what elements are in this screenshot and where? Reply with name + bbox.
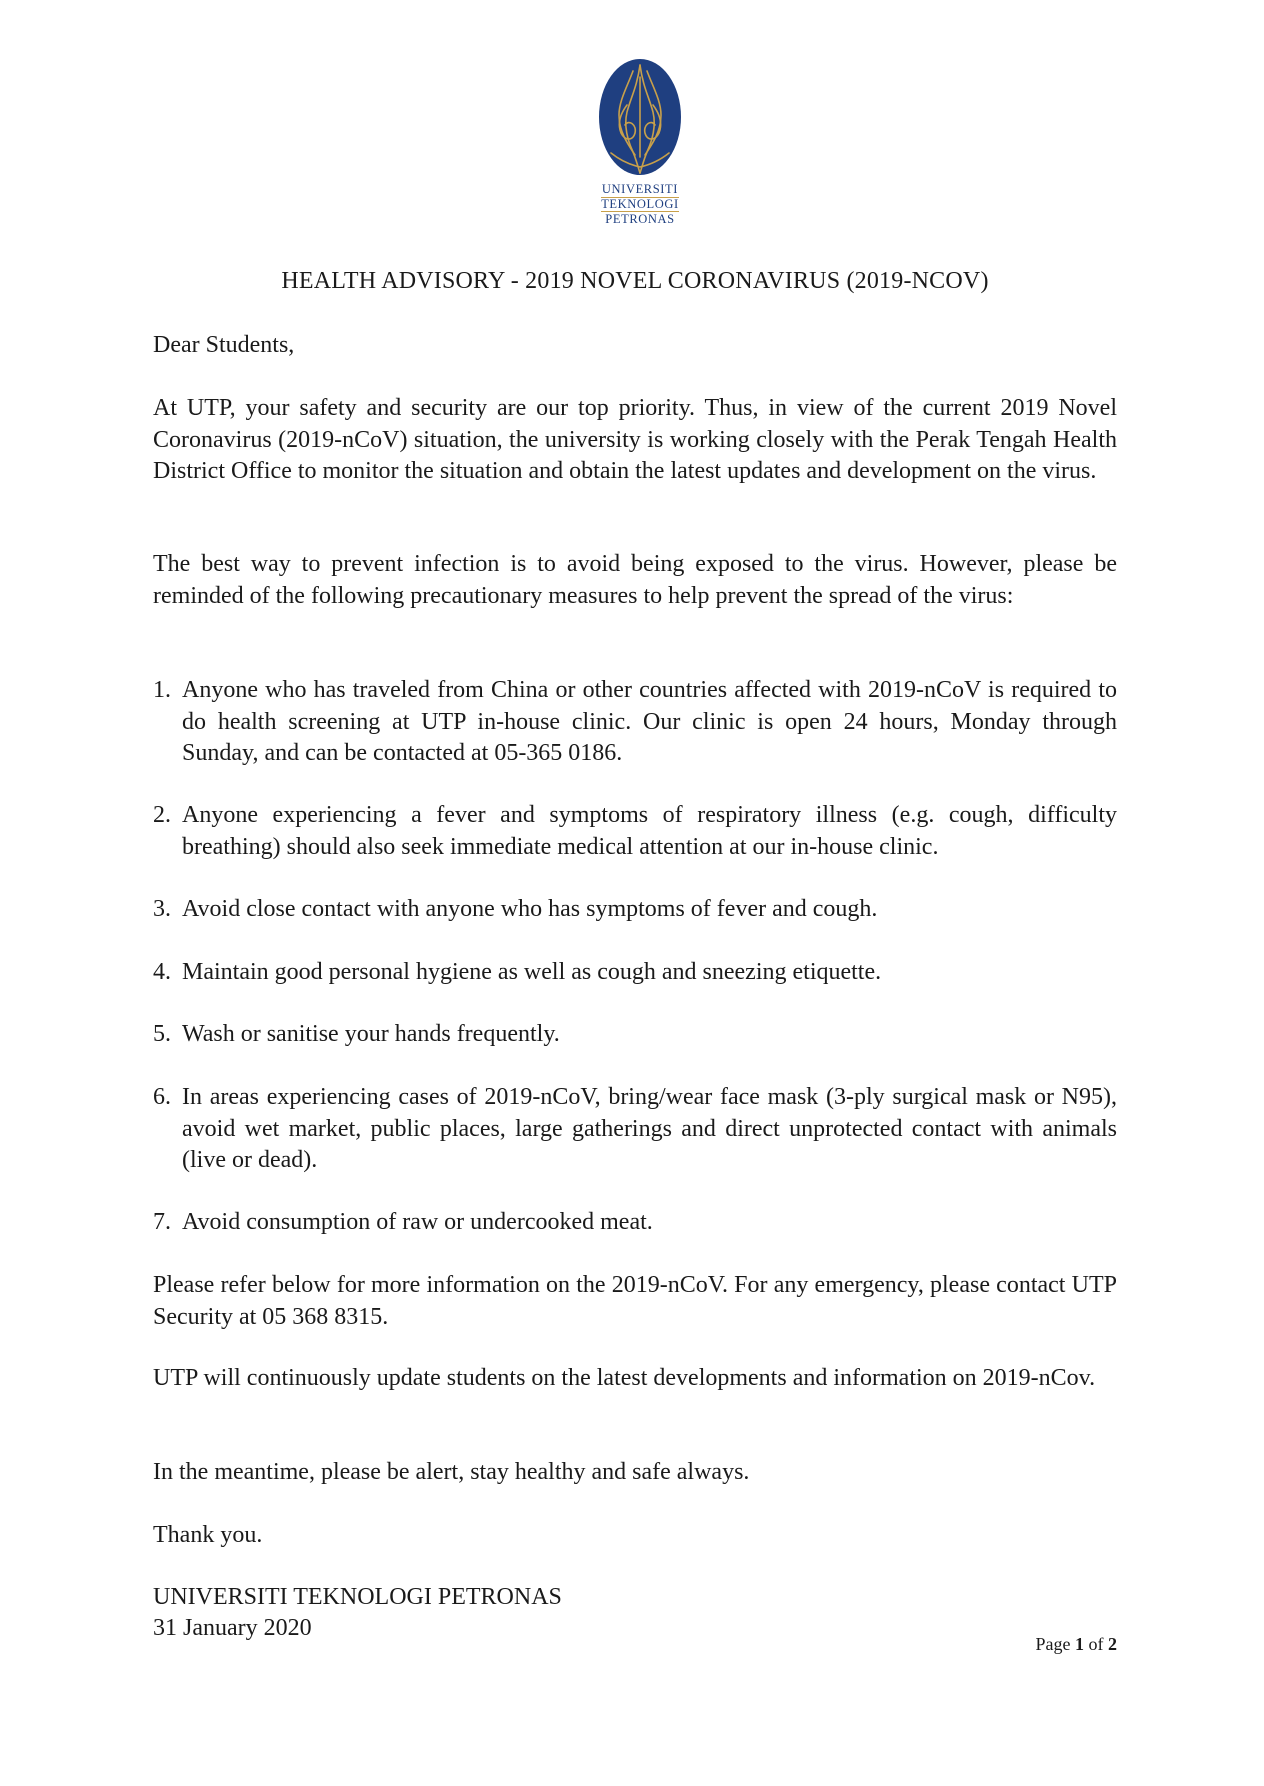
- signature-date: 31 January 2020: [153, 1615, 312, 1641]
- list-item: [153, 1019, 1117, 1051]
- document-title: HEALTH ADVISORY - 2019 NOVEL CORONAVIRUS (2019-NCOV): [281, 268, 989, 294]
- list-item-number: 7.: [153, 1209, 171, 1235]
- logo-line-3: PETRONAS: [605, 211, 675, 226]
- utp-wordmark: [580, 182, 700, 226]
- utp-logo: [580, 57, 700, 237]
- list-item: [153, 800, 1117, 863]
- logo-line-1: UNIVERSITI: [601, 182, 679, 196]
- list-item-text: Wash or sanitise your hands frequently.: [182, 1021, 560, 1047]
- of-word: of: [1088, 1634, 1104, 1654]
- list-item-text: Anyone experiencing a fever and symptoms of respiratory illness (e.g. cough, difficulty breathing) should also seek immediate medical attention at our in-house clinic.: [182, 802, 1117, 860]
- page-number: [1036, 1634, 1118, 1655]
- logo-line-2: TEKNOLOGI: [601, 196, 679, 211]
- list-item-number: 2.: [153, 802, 171, 828]
- list-item: [153, 957, 1117, 989]
- list-item-text: Anyone who has traveled from China or other countries affected with 2019-nCoV is required to do health screening at UTP in-house clinic. Our clinic is open 24 hours, Monday through Sunday, and can be contacted at 05-365 0186.: [182, 677, 1117, 766]
- closing: Thank you.: [153, 1522, 263, 1548]
- list-item-text: Avoid close contact with anyone who has symptoms of fever and cough.: [182, 896, 878, 922]
- salutation: Dear Students,: [153, 332, 295, 358]
- page-total: 2: [1108, 1634, 1117, 1654]
- list-item-text: Maintain good personal hygiene as well as cough and sneezing etiquette.: [182, 959, 882, 985]
- emergency-paragraph: Please refer below for more information on the 2019-nCoV. For any emergency, please contact UTP Security at 05 368 8315.: [153, 1272, 1117, 1330]
- list-item-number: 5.: [153, 1021, 171, 1047]
- list-item: [153, 1207, 1117, 1239]
- closing-remark: In the meantime, please be alert, stay healthy and safe always.: [153, 1459, 750, 1485]
- list-item-number: 3.: [153, 896, 171, 922]
- list-item-number: 4.: [153, 959, 171, 985]
- prevention-paragraph: The best way to prevent infection is to avoid being exposed to the virus. However, please be reminded of the following precautionary measures to help prevent the spread of the virus:: [153, 551, 1117, 609]
- list-item: [153, 894, 1117, 926]
- page-current: 1: [1075, 1634, 1084, 1654]
- intro-paragraph: At UTP, your safety and security are our top priority. Thus, in view of the current 2019 Novel Coronavirus (2019-nCoV) situation, the university is working closely with the Perak Tengah Health District Office to monitor the situation and obtain the latest updates and development on the virus.: [153, 395, 1117, 484]
- list-item-number: 6.: [153, 1084, 171, 1110]
- list-item-text: Avoid consumption of raw or undercooked meat.: [182, 1209, 653, 1235]
- updates-paragraph: UTP will continuously update students on the latest developments and information on 2019-nCov.: [153, 1365, 1096, 1391]
- list-item-text: In areas experiencing cases of 2019-nCoV, bring/wear face mask (3-ply surgical mask or N95), avoid wet market, public places, large gatherings and direct unprotected contact with animals (live or dead).: [182, 1084, 1117, 1173]
- page-word: Page: [1035, 1634, 1071, 1654]
- list-item: [153, 1082, 1117, 1177]
- list-item: [153, 675, 1117, 770]
- utp-emblem-icon: [597, 57, 683, 177]
- signature-org: UNIVERSITI TEKNOLOGI PETRONAS: [153, 1584, 562, 1610]
- list-item-number: 1.: [153, 677, 171, 703]
